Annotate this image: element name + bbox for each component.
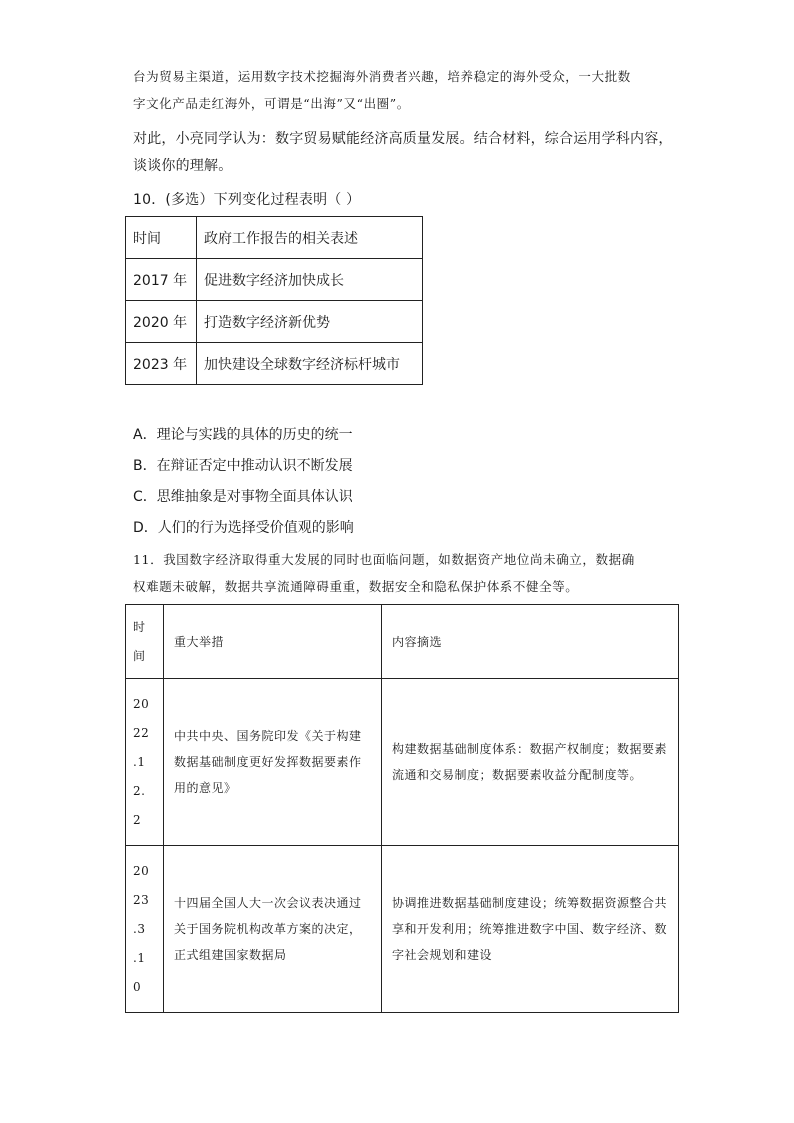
row-content: 构建数据基础制度体系：数据产权制度；数据要素流通和交易制度；数据要素收益分配制度等。 [382, 679, 679, 846]
row-content: 协调推进数据基础制度建设；统筹数据资源整合共享和开发利用；统筹推进数字中国、数字经济、数字社会规划和建设 [382, 846, 679, 1013]
table-row [126, 301, 423, 343]
q11-table [125, 604, 679, 1013]
time-fragment: .1 [133, 950, 146, 965]
time-fragment: .3 [133, 921, 146, 936]
intro-paragraph [133, 63, 673, 117]
row-year: 2020 年 [126, 301, 197, 343]
table-header-row [126, 217, 423, 259]
table-row [126, 259, 423, 301]
row-year: 2017 年 [126, 259, 197, 301]
time-fragment: 23 [133, 892, 150, 907]
intro-line: 台为贸易主渠道，运用数字技术挖掘海外消费者兴趣，培养稳定的海外受众，一大批数 [133, 69, 631, 84]
header-time: 时间 [126, 217, 197, 259]
task-paragraph [133, 126, 678, 180]
header-time-line: 间 [133, 648, 146, 663]
table-row [126, 846, 679, 1013]
option-b: B．在辩证否定中推动认识不断发展 [133, 458, 353, 474]
row-statement: 打造数字经济新优势 [197, 301, 423, 343]
time-fragment: 2. [133, 783, 146, 798]
row-statement: 促进数字经济加快成长 [197, 259, 423, 301]
intro-line: 字文化产品走红海外，可谓是“出海”又“出圈”。 [133, 96, 410, 111]
table-header-row [126, 605, 679, 679]
time-fragment: 20 [133, 863, 150, 878]
header-content: 内容摘选 [382, 605, 679, 679]
row-statement: 加快建设全球数字经济标杆城市 [197, 343, 423, 385]
time-fragment: .1 [133, 754, 146, 769]
header-statement: 政府工作报告的相关表述 [197, 217, 423, 259]
option-a: A．理论与实践的具体的历史的统一 [133, 427, 353, 443]
row-year: 2023 年 [126, 343, 197, 385]
q11-stem [133, 546, 693, 600]
row-measure: 十四届全国人大一次会议表决通过关于国务院机构改革方案的决定，正式组建国家数据局 [164, 846, 382, 1013]
header-time [126, 605, 164, 679]
table-row [126, 343, 423, 385]
header-measure: 重大举措 [164, 605, 382, 679]
row-time [126, 679, 164, 846]
q11-line: 11．我国数字经济取得重大发展的同时也面临问题，如数据资产地位尚未确立，数据确 [133, 552, 635, 567]
time-fragment: 22 [133, 725, 150, 740]
time-fragment: 20 [133, 696, 150, 711]
header-time-line: 时 [133, 619, 146, 634]
q11-line: 权难题未破解，数据共享流通障碍重重，数据安全和隐私保护体系不健全等。 [133, 579, 579, 594]
time-fragment: 2 [133, 812, 142, 827]
q10-table [125, 216, 423, 385]
task-line: 谈谈你的理解。 [133, 158, 233, 174]
row-time [126, 846, 164, 1013]
task-line: 对此，小亮同学认为：数字贸易赋能经济高质量发展。结合材料，综合运用学科内容， [133, 131, 673, 147]
option-c: C．思维抽象是对事物全面具体认识 [133, 489, 353, 505]
q10-stem: 10．(多选）下列变化过程表明（ ） [133, 192, 361, 208]
row-measure: 中共中央、国务院印发《关于构建数据基础制度更好发挥数据要素作用的意见》 [164, 679, 382, 846]
option-d: D．人们的行为选择受价值观的影响 [133, 520, 354, 536]
time-fragment: 0 [133, 979, 142, 994]
table-row [126, 679, 679, 846]
